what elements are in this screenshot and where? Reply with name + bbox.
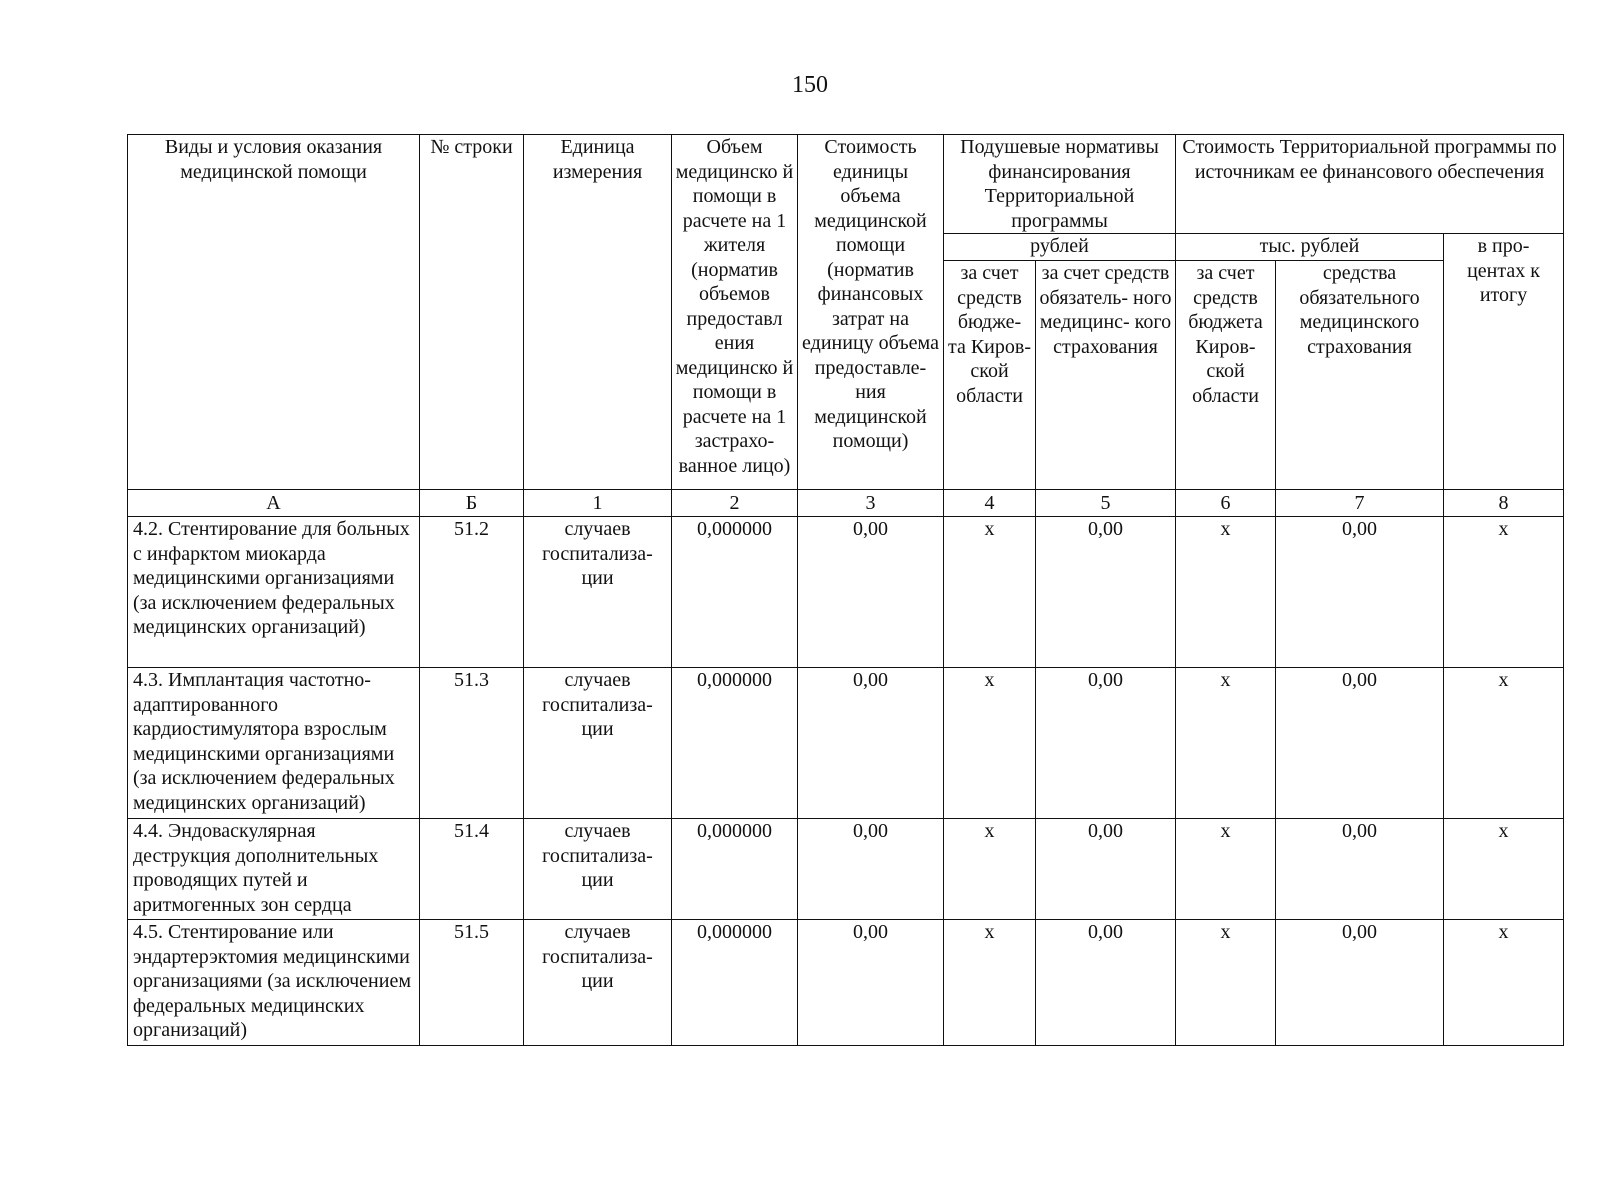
- row-line-number: 51.4: [420, 819, 524, 920]
- row-col-8: x: [1444, 668, 1564, 819]
- row-col-8: x: [1444, 819, 1564, 920]
- index-cell: 7: [1276, 490, 1444, 517]
- row-volume: 0,000000: [672, 668, 798, 819]
- row-col-7: 0,00: [1276, 668, 1444, 819]
- table-row: [128, 920, 1564, 1046]
- row-name: 4.4. Эндоваскулярная деструкция дополнительных проводящих путей и аритмогенных зон сердца: [128, 819, 420, 920]
- row-col-7: 0,00: [1276, 517, 1444, 668]
- row-name: 4.3. Имплантация частотно- адаптированного кардиостимулятора взрослым медицинскими организациями (за исключением федеральных медицинских организаций): [128, 668, 420, 819]
- header-col-5: за счет средств обязатель- ного медицинс- кого страхования: [1036, 261, 1176, 490]
- row-col-5: 0,00: [1036, 517, 1176, 668]
- row-cost: 0,00: [798, 517, 944, 668]
- row-cost: 0,00: [798, 819, 944, 920]
- header-col-4: за счет средств бюдже- та Киров- ской области: [944, 261, 1036, 490]
- row-name: 4.2. Стентирование для больных с инфарктом миокарда медицинскими организациями (за исключением федеральных медицинских организаций): [128, 517, 420, 668]
- table-row: [128, 517, 1564, 668]
- index-cell: 6: [1176, 490, 1276, 517]
- index-cell: 8: [1444, 490, 1564, 517]
- row-volume: 0,000000: [672, 819, 798, 920]
- header-col-3: Стоимость единицы объема медицинской помощи (норматив финансовых затрат на единицу объема предоставле- ния медицинской помощи): [798, 135, 944, 490]
- row-line-number: 51.3: [420, 668, 524, 819]
- financing-table: [127, 134, 1564, 1046]
- header-group-cost: Стоимость Территориальной программы по источникам ее финансового обеспечения: [1176, 135, 1564, 234]
- row-col-7: 0,00: [1276, 819, 1444, 920]
- row-col-5: 0,00: [1036, 819, 1176, 920]
- header-col-b: № строки: [420, 135, 524, 490]
- index-cell: 2: [672, 490, 798, 517]
- row-cost: 0,00: [798, 920, 944, 1046]
- table-row: [128, 819, 1564, 920]
- row-col-4: x: [944, 668, 1036, 819]
- row-volume: 0,000000: [672, 920, 798, 1046]
- header-col-8-percent: в про- центах к итогу: [1444, 234, 1564, 490]
- row-name: 4.5. Стентирование или эндартерэктомия медицинскими организациями (за исключением федеральных медицинских организаций): [128, 920, 420, 1046]
- row-col-4: x: [944, 819, 1036, 920]
- row-col-8: x: [1444, 517, 1564, 668]
- row-col-8: x: [1444, 920, 1564, 1046]
- header-unit-rub: рублей: [944, 234, 1176, 261]
- index-cell: 4: [944, 490, 1036, 517]
- header-col-7: средства обязательного медицинского страхования: [1276, 261, 1444, 490]
- row-col-4: x: [944, 517, 1036, 668]
- header-unit-thousand-rub: тыс. рублей: [1176, 234, 1444, 261]
- row-unit: случаев госпитализа- ции: [524, 819, 672, 920]
- row-col-7: 0,00: [1276, 920, 1444, 1046]
- column-index-row: [128, 490, 1564, 517]
- header-col-a: Виды и условия оказания медицинской помощи: [128, 135, 420, 490]
- row-col-6: x: [1176, 517, 1276, 668]
- row-cost: 0,00: [798, 668, 944, 819]
- row-line-number: 51.5: [420, 920, 524, 1046]
- index-cell: Б: [420, 490, 524, 517]
- row-volume: 0,000000: [672, 517, 798, 668]
- header-col-6: за счет средств бюджета Киров- ской области: [1176, 261, 1276, 490]
- index-cell: 1: [524, 490, 672, 517]
- row-unit: случаев госпитализа- ции: [524, 920, 672, 1046]
- header-col-2: Объем медицинско й помощи в расчете на 1 жителя (норматив объемов предоставл ения медицинско й помощи в расчете на 1 застрахо- ванное лицо): [672, 135, 798, 490]
- row-line-number: 51.2: [420, 517, 524, 668]
- row-col-6: x: [1176, 668, 1276, 819]
- header-col-1: Единица измерения: [524, 135, 672, 490]
- row-col-5: 0,00: [1036, 920, 1176, 1046]
- row-unit: случаев госпитализа- ции: [524, 668, 672, 819]
- row-col-5: 0,00: [1036, 668, 1176, 819]
- index-cell: 5: [1036, 490, 1176, 517]
- row-unit: случаев госпитализа- ции: [524, 517, 672, 668]
- page-number: 150: [792, 72, 828, 98]
- header-group-per-capita: Подушевые нормативы финансирования Территориальной программы: [944, 135, 1176, 234]
- row-col-6: x: [1176, 819, 1276, 920]
- table-row: [128, 668, 1564, 819]
- index-cell: А: [128, 490, 420, 517]
- row-col-6: x: [1176, 920, 1276, 1046]
- row-col-4: x: [944, 920, 1036, 1046]
- index-cell: 3: [798, 490, 944, 517]
